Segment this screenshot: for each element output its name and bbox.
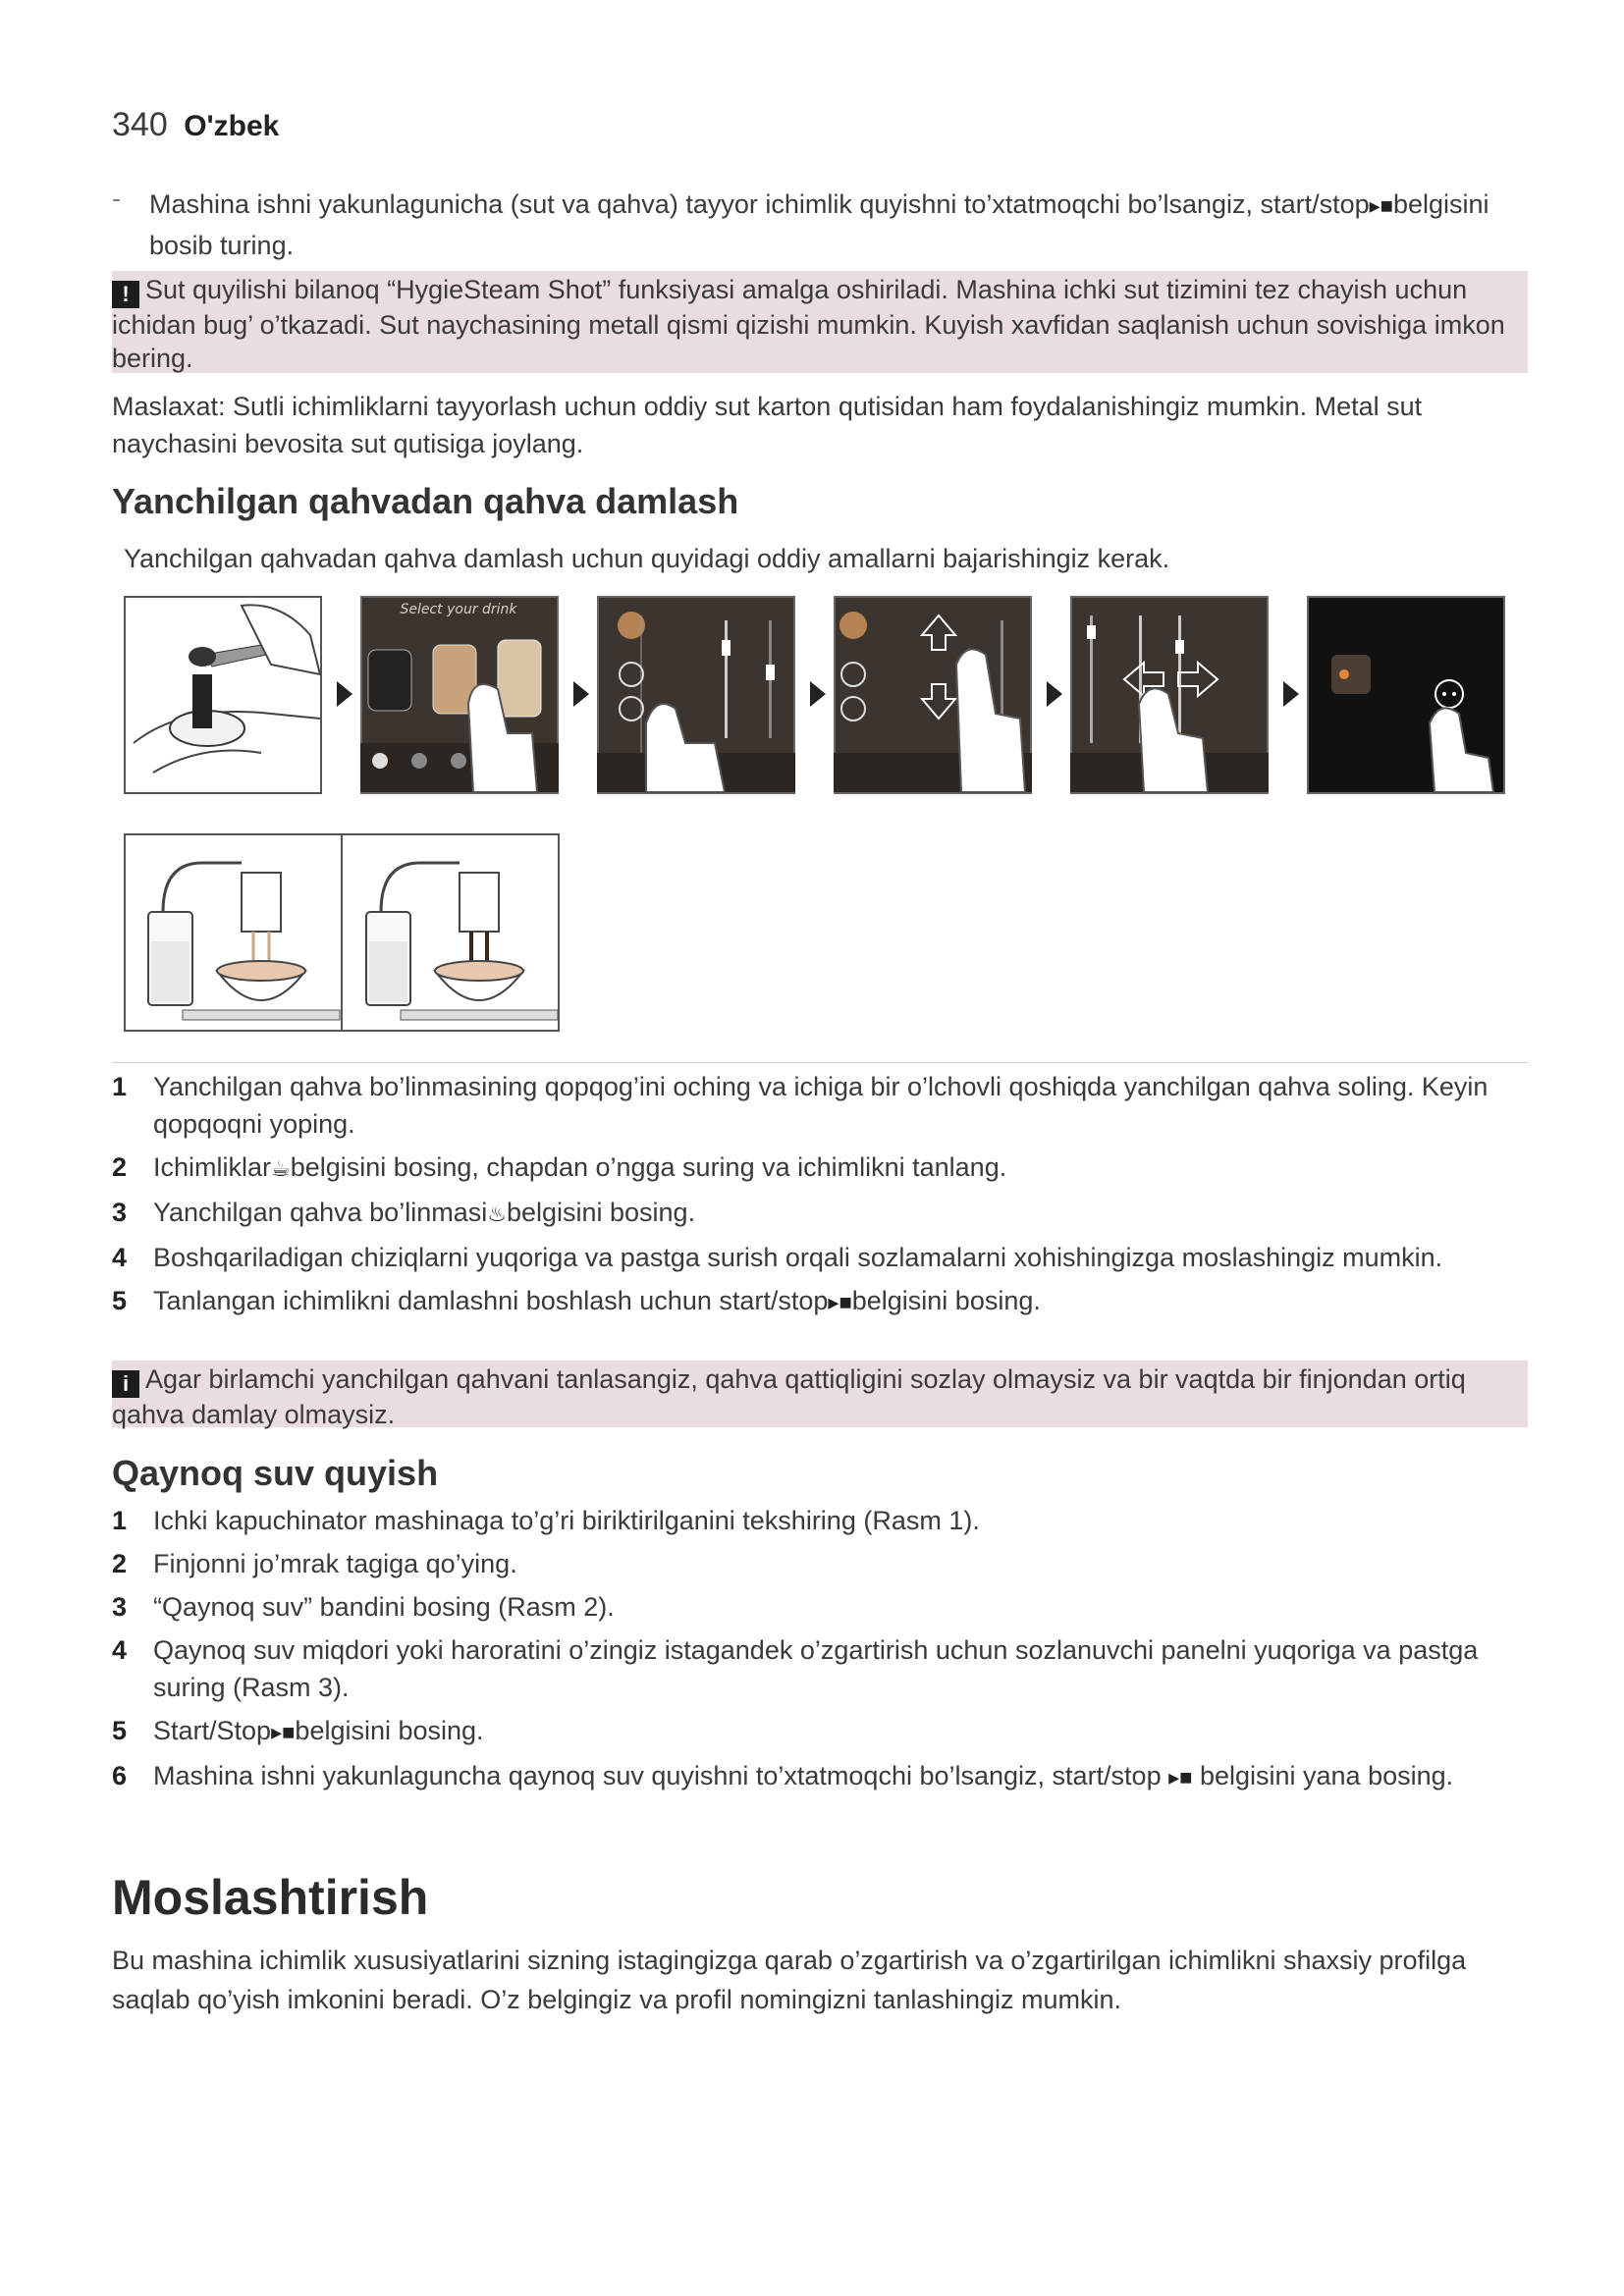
step-number: 4 [112, 1635, 128, 1665]
step-number: 1 [112, 1072, 128, 1101]
step-number: 1 [112, 1506, 128, 1535]
ground-coffee-icon: ♨ [487, 1201, 507, 1226]
step-figure-ground-coffee-button [597, 596, 795, 794]
step-item [112, 1239, 1526, 1276]
step-item [112, 1631, 1526, 1706]
step-item [112, 1757, 1526, 1796]
sequence-arrow-5 [1283, 681, 1299, 707]
step-text: Tanlangan ichimlikni damlashni boshlash uchun start/stop [153, 1286, 829, 1315]
start-stop-icon: ▸■ [271, 1720, 296, 1744]
start-stop-icon: ▸■ [828, 1290, 852, 1314]
step-item [112, 1068, 1526, 1143]
step-figure-pouring [124, 833, 560, 1032]
dash-mark: - [112, 184, 121, 213]
step-item [112, 1502, 1526, 1539]
step-item [112, 1712, 1526, 1751]
warning-icon: ! [112, 281, 139, 308]
step-text: “Qaynoq suv” bandini bosing (Rasm 2). [153, 1592, 615, 1622]
step-text: Qaynoq suv miqdori yoki haroratini o’zingiz istagandek o’zgartirish uchun sozlanuvchi panelni yuqoriga va pastga suring (Rasm 3). [153, 1635, 1479, 1702]
step-number: 3 [112, 1198, 128, 1227]
step-number: 2 [112, 1152, 128, 1182]
drinks-icon: ☕ [271, 1156, 291, 1181]
warning-text: Sut quyilishi bilanoq “HygieSteam Shot” funksiyasi amalga oshiriladi. Mashina ichki sut tizimini tez chayish uchun ichidan bug’ o’tkazadi. Sut naychasining metall qismi qizishi mumkin. Kuyish xavfidan saqlanish uchun sovishiga imkon bering. [112, 275, 1505, 373]
step-figure-adjust-strength [834, 596, 1032, 794]
dash-text-after: belgisini bosib turing. [149, 189, 1489, 260]
step-figure-adjust-sliders [1070, 596, 1269, 794]
step-text: Yanchilgan qahva bo’linmasining qopqog’ini oching va ichiga bir o’lchovli qoshiqda yanchilgan qahva soling. Keyin qopqoqni yoping. [153, 1072, 1489, 1139]
step-number: 5 [112, 1716, 128, 1745]
page-language: O'zbek [184, 110, 280, 142]
step-text-after: belgisini bosing. [506, 1198, 696, 1227]
start-stop-icon: ▸■ [1168, 1765, 1193, 1789]
step-number: 4 [112, 1243, 128, 1272]
start-stop-icon: ▸■ [1369, 193, 1393, 218]
step-text: Ichki kapuchinator mashinaga to’g’ri biriktirilganini tekshiring (Rasm 1). [153, 1506, 980, 1535]
info-icon: i [112, 1370, 139, 1398]
step-text-after: belgisini bosing. [851, 1286, 1041, 1315]
step-number: 5 [112, 1286, 128, 1315]
step-figure-select-drink-screen [360, 596, 559, 794]
page-number: 340 [112, 106, 168, 143]
step-number: 6 [112, 1761, 128, 1790]
step-text-after: belgisini yana bosing. [1192, 1761, 1454, 1790]
sequence-arrow-2 [573, 681, 589, 707]
step-text: Finjonni jo’mrak tagiga qo’ying. [153, 1549, 517, 1578]
step-text: Mashina ishni yakunlaguncha qaynoq suv quyishni to’xtatmoqchi bo’lsangiz, start/stop [153, 1761, 1169, 1790]
section-heading-ground-coffee: Yanchilgan qahvadan qahva damlash [112, 481, 739, 521]
step-text: Boshqariladigan chiziqlarni yuqoriga va pastga surish orqali sozlamalarni xohishingizga moslashingiz mumkin. [153, 1243, 1443, 1272]
steps-hot-water [112, 1502, 1526, 1802]
steps-ground-coffee [112, 1068, 1526, 1327]
step-figure-scoop [124, 596, 322, 794]
section-divider [112, 1062, 1528, 1063]
sequence-arrow-3 [810, 681, 826, 707]
sequence-arrow-1 [337, 681, 352, 707]
step-number: 2 [112, 1549, 128, 1578]
tip-paragraph: Maslaxat: Sutli ichimliklarni tayyorlash uchun oddiy sut karton qutisidan ham foydalanishingiz mumkin. Metal sut naychasini bevosita sut qutisiga joylang. [112, 392, 1423, 458]
dash-text-before: Mashina ishni yakunlagunicha (sut va qahva) tayyor ichimlik quyishni to’xtatmoqchi bo’lsangiz, start/stop [149, 189, 1370, 219]
step-text: Ichimliklar [153, 1152, 272, 1182]
dash-list-item [112, 184, 1514, 265]
page-header [112, 106, 279, 144]
step-item [112, 1194, 1526, 1233]
step-text-after: belgisini bosing. [295, 1716, 484, 1745]
step-item [112, 1545, 1526, 1582]
section-heading-hot-water: Qaynoq suv quyish [112, 1453, 439, 1493]
step-text-after: belgisini bosing, chapdan o’ngga suring va ichimlikni tanlang. [290, 1152, 1007, 1182]
screen-label: Select your drink [400, 602, 517, 617]
sequence-arrow-4 [1047, 681, 1062, 707]
step-text: Start/Stop [153, 1716, 272, 1745]
step-item [112, 1148, 1526, 1188]
info-text: Agar birlamchi yanchilgan qahvani tanlasangiz, qahva qattiqligini sozlay olmaysiz va bir vaqtda bir finjondan ortiq qahva damlay olmaysiz. [112, 1364, 1466, 1429]
step-item [112, 1588, 1526, 1626]
warning-callout [112, 271, 1528, 373]
step-text: Yanchilgan qahva bo’linmasi [153, 1198, 488, 1227]
section-heading-customization: Moslashtirish [112, 1870, 429, 1925]
step-figure-start-button [1307, 596, 1505, 794]
step-number: 3 [112, 1592, 128, 1622]
customization-paragraph: Bu mashina ichimlik xususiyatlarini sizning istagingizga qarab o’zgartirish va o’zgartirilgan ichimlikni shaxsiy profilga saqlab qo’yish imkonini beradi. O’z belgingiz va profil nomingizni tanlashingiz mumkin. [112, 1946, 1467, 2014]
section-intro: Yanchilgan qahvadan qahva damlash uchun quyidagi oddiy amallarni bajarishingiz kerak. [124, 544, 1170, 573]
step-item [112, 1282, 1526, 1321]
info-callout [112, 1361, 1528, 1427]
